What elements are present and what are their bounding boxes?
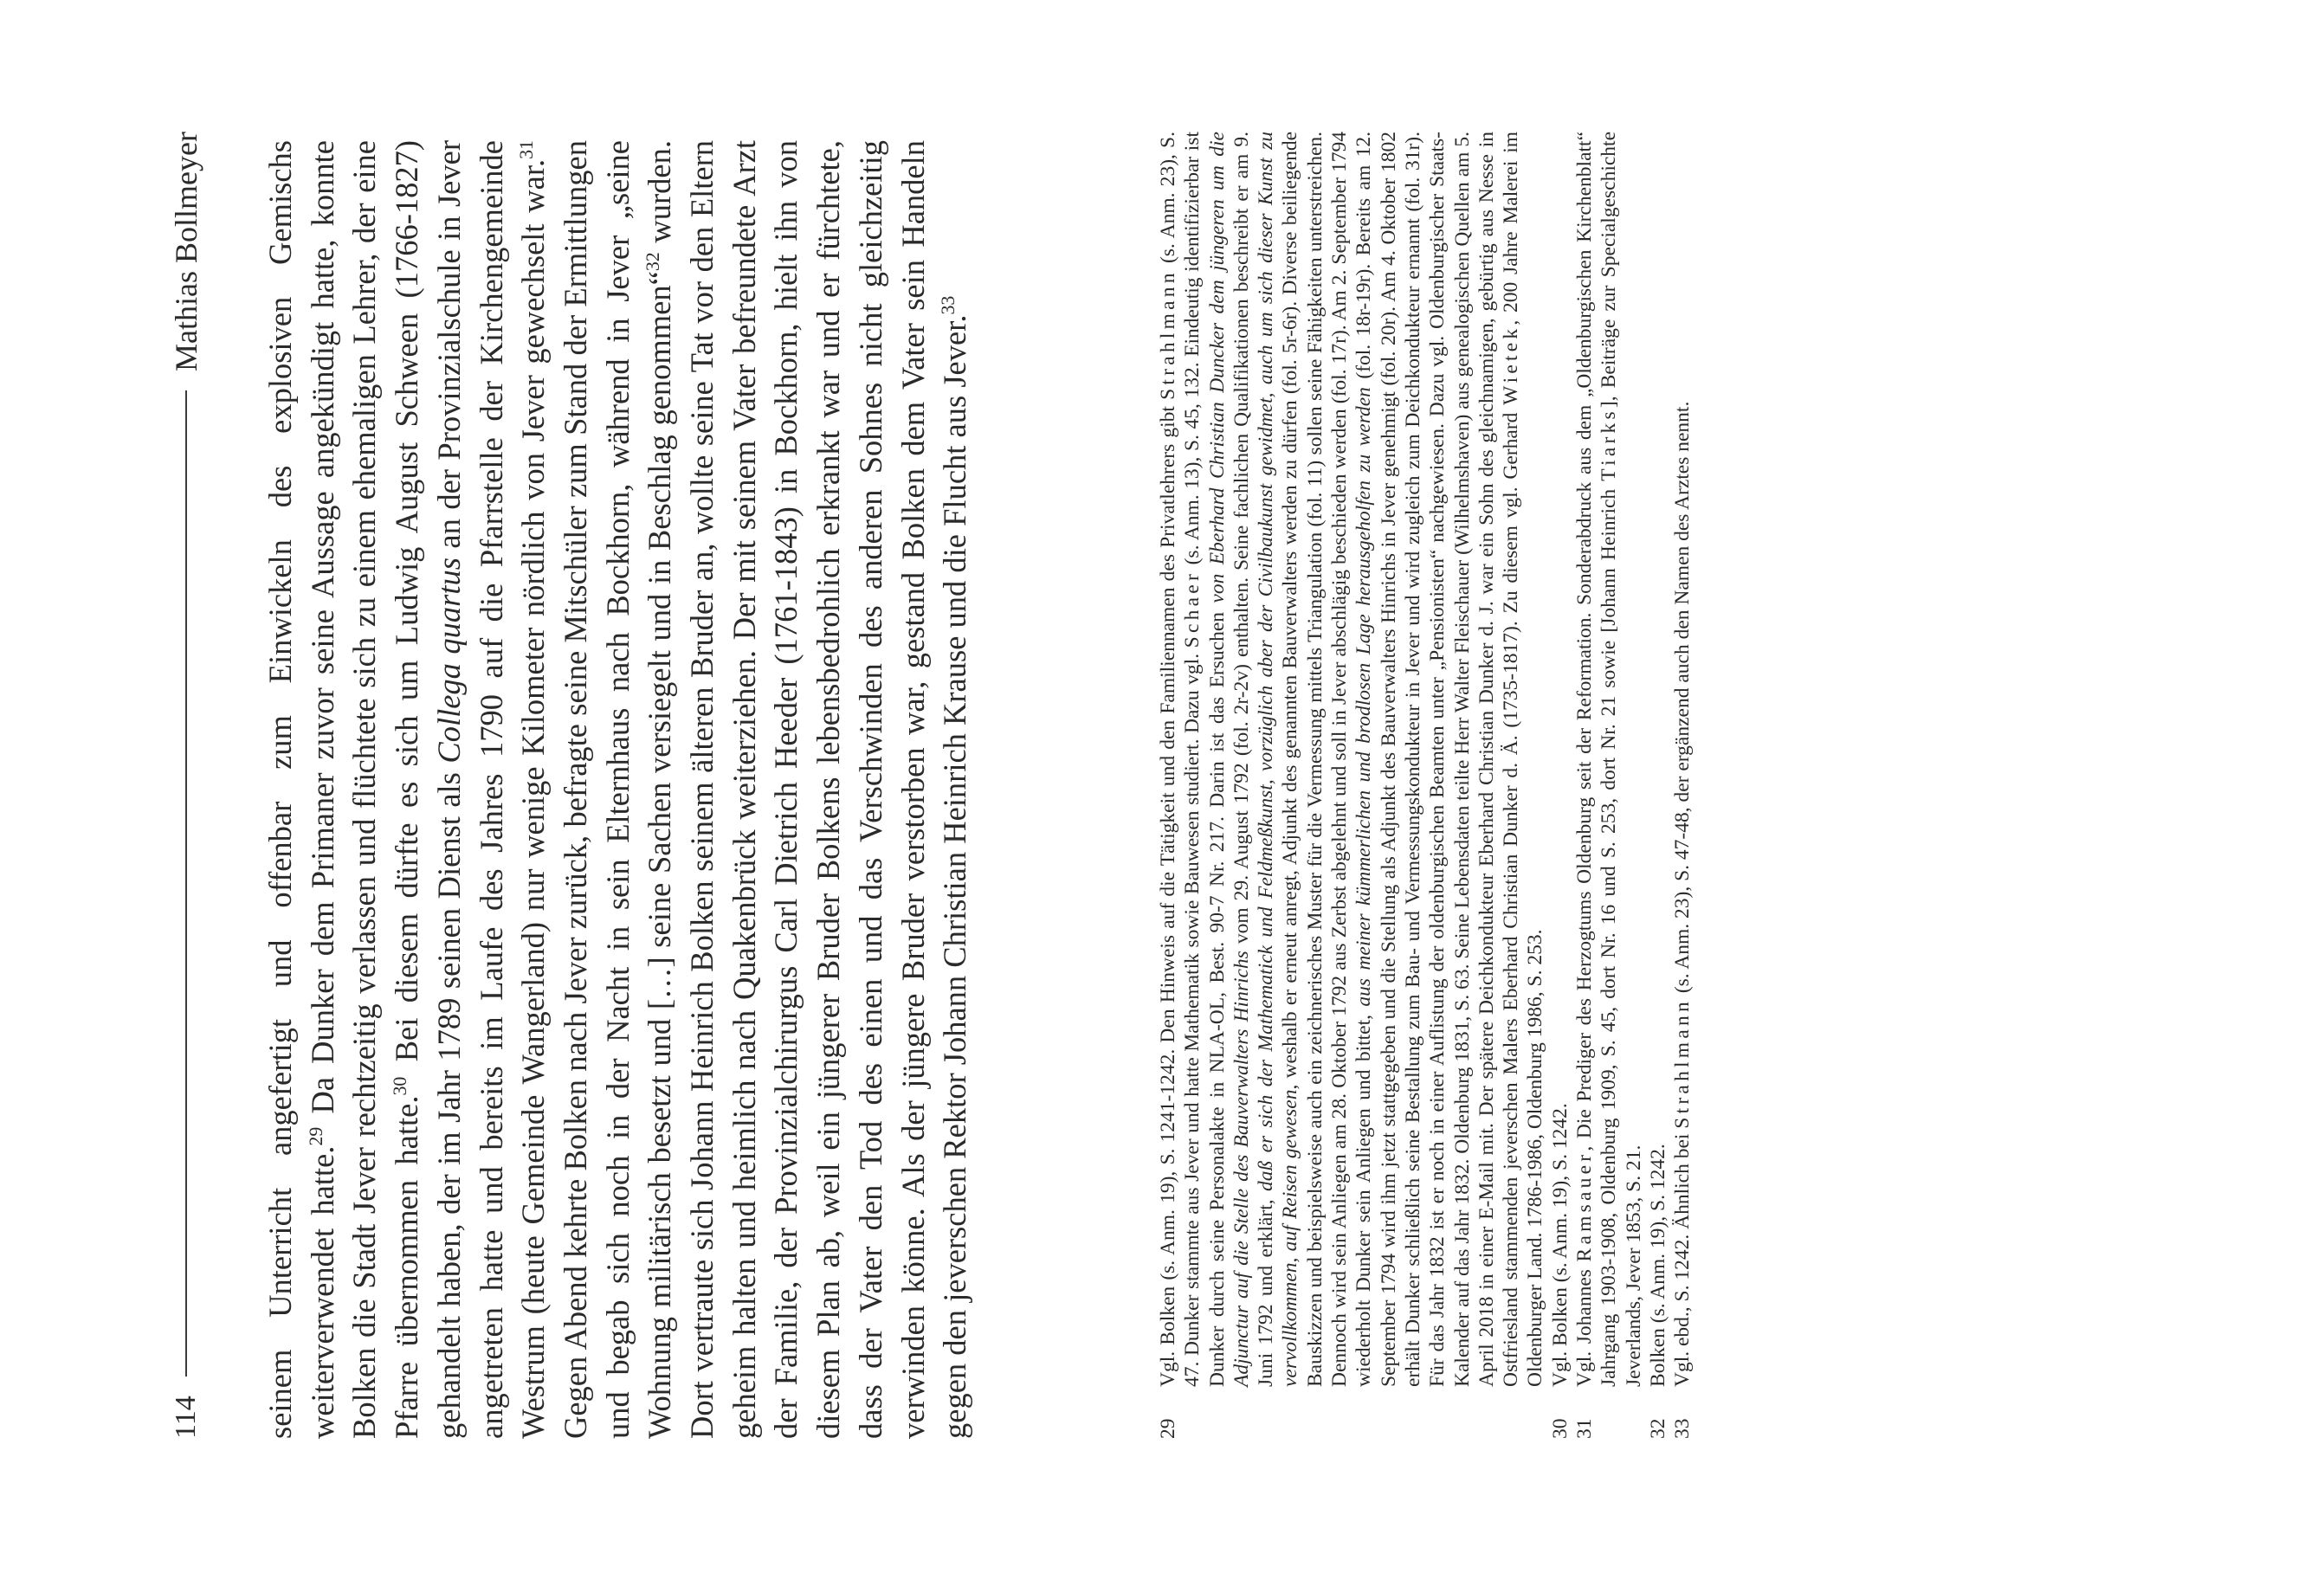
running-head-author: Mathias Bollmeyer — [169, 132, 203, 371]
latin-term: Collega quartus — [430, 558, 467, 764]
footnote-text: Bolken (s. Anm. 19), S. 1242. — [1646, 1144, 1669, 1387]
page-number: 114 — [170, 1396, 202, 1439]
footnote-31 — [1572, 132, 1646, 1439]
main-text — [260, 140, 977, 1439]
footnotes — [1156, 132, 1695, 1439]
footnote-number: 30 — [1548, 1418, 1572, 1439]
footnote-number: 32 — [1646, 1418, 1669, 1439]
footnote-ref-31: 31 — [515, 140, 538, 159]
footnote-text: Vgl. ebd., S. 1242. Ähnlich bei Strahlmann (s. Anm. 23), S. 47-48, der ergänzend auch den Namen des Arztes nennt. — [1671, 401, 1695, 1387]
footnote-text: Vgl. Johannes Ramsauer, Die Prediger des Herzogtums Oldenburg seit der Reformation. Sonderabdruck aus dem „Oldenburgischen Kirchenblatt“ Jahrgang 1903-1908, Oldenburg 1909, S. 45, dort Nr. 16 und S. 253, dort Nr. 21 sowie [Johann Heinrich Tiarks], Beiträge zur Specialgeschichte Jeverlands, Jever 1853, S. 21. — [1573, 131, 1645, 1387]
footnote-30 — [1548, 132, 1572, 1439]
footnote-ref-29: 29 — [304, 1126, 326, 1146]
footnote-32 — [1646, 132, 1670, 1439]
footnote-number: 29 — [1157, 1418, 1179, 1439]
footnote-text: Vgl. Bolken (s. Anm. 19), S. 1242. — [1548, 1103, 1572, 1387]
footnote-number: 33 — [1671, 1418, 1695, 1439]
running-header — [160, 132, 212, 1439]
footnote-number: 31 — [1573, 1418, 1597, 1439]
footnote-29 — [1156, 132, 1548, 1439]
footnote-ref-30: 30 — [388, 1076, 410, 1096]
footnote-33 — [1670, 132, 1695, 1439]
body-paragraph: seinem Unterricht angefertigt und offenbar zum Einwickeln des explosiven Gemischs weiterverwendet hatte.$^{29}$ Da Dunker dem Primaner zuvor seine Aussage angekündigt hatte, konnte Bolken die Stadt Jever rechtzeitig verlassen und flüchtete sich zu einem ehemaligen Lehrer, der eine Pfarre übernommen hatte.$^{30}$ Bei diesem dürfte es sich um Ludwig August Schween (1766-1827) gehandelt haben, der im Jahr 1789 seinen Dienst als Collega quartus an der Provinzialschule in Jever angetreten hatte und bereits im Laufe des Jahres 1790 auf die Pfarrstelle der Kirchengemeinde Westrum (heute Gemeinde Wangerland) nur wenige Kilometer nördlich von Jever gewechselt war.$^{31}$ Gegen Abend kehrte Bolken nach Jever zurück, befragte seine Mitschüler zum Stand der Ermittlungen und begab sich noch in der Nacht in sein Elternhaus nach Bockhorn, während in Jever „seine Wohnung militärisch besetzt und […] seine Sachen versiegelt und in Beschlag genommen“$^{32}$ wurden. Dort vertraute sich Johann Heinrich Bolken seinem älteren Bruder an, wollte seine Tat vor den Eltern geheim halten und heimlich nach Quakenbrück weiterziehen. Der mit seinem Vater befreundete Arzt der Familie, der Provinzialchirurgus Carl Dietrich Heeder (1761-1843) in Bockhorn, hielt ihn von diesem Plan ab, weil ein jüngerer Bruder Bolkens lebensbedrohlich erkrankt war und er fürchtete, dass der Vater den Tod des einen und das Verschwinden des anderen Sohnes nicht gleichzeitig verwinden könne. Als der jüngere Bruder verstorben war, gestand Bolken dem Vater sein Handeln gegen den jeverschen Rektor Johann Christian Heinrich Krause und die Flucht aus Jever.$^{33}$ — [262, 140, 973, 1439]
header-rule — [185, 390, 187, 1376]
footnote-text: Vgl. Bolken (s. Anm. 19), S. 1241-1242. Den Hinweis auf die Tätigkeit und den Familiennamen des Privatlehrers gibt Strahlmann (s. Anm. 23), S. 47. Dunker stammte aus Jever und hatte Mathematik sowie Bauwesen studiert. Dazu vgl. Schaer (s. Anm. 13), S. 45, 132. Eindeutig identifizierbar ist Dunker durch seine Personalakte in NLA-OL, Best. 90-7 Nr. 217. Darin ist das Ersuchen von Eberhard Christian Duncker dem jüngeren um die Adjunctur auf die Stelle des Bauverwalters Hinrichs vom 29. August 1792 (fol. 2r-2v) enthalten. Seine fachlichen Qualifikationen beschreibt er am 9. Juni 1792 und erklärt, daß er sich der Mathematick und Feldmeßkunst, vorzüglich aber der Civilbaukunst gewidmet, auch um sich dieser Kunst zu vervollkommen, auf Reisen gewesen, weshalb er erneut anregt, Adjunkt des genannten Bauverwalters werden zu dürfen (fol. 5r-6r). Diverse beiliegende Bauskizzen und beispielsweise auch ein zeichnerisches Muster für die Vermessung mittels Triangulation (fol. 11) sollen seine Fähigkeiten unterstreichen. Dennoch wird sein Anliegen am 28. Oktober 1792 aus Zerbst abgelehnt und soll in Jever abschlägig beschieden werden (fol. 17r). Am 2. September 1794 wiederholt Dunker sein Anliegen und bittet, aus meiner kümmerlichen und brodlosen Lage herausgeholfen zu werden (fol. 18r-19r). Bereits am 12. September 1794 wird ihm jetzt stattgegeben und die Stellung als Adjunkt des Bauverwalters Hinrichs in Jever genehmigt (fol. 20r). Am 4. Oktober 1802 erhält Dunker schließlich seine Bestallung zum Bau- und Vermessungskondukteur in Jever und wird zugleich zum Deichkondukteur ernannt (fol. 31r). Für das Jahr 1832 ist er noch in einer Auflistung der oldenburgischen Beamten unter „Pensionisten“ nachgewiesen. Dazu vgl. Oldenburgischer Staats-Kalender auf das Jahr 1832. Oldenburg 1831, S. 63. Seine Lebensdaten teilte Herr Walter Fleischauer (Wilhelmshaven) aus genealogischen Quellen am 5. April 2018 in einer E-Mail mit. Der spätere Deichkondukteur Eberhard Christian Dunker d. J. war ein Sohn des gleichnamigen, gebürtig aus Nesse in Ostfriesland stammenden jeverschen Malers Eberhard Christian Dunker d. Ä. (1735-1817). Zu diesem vgl. Gerhard Wietek, 200 Jahre Malerei im Oldenburger Land. 1786-1986, Oldenburg 1986, S. 253. — [1157, 131, 1547, 1387]
footnote-ref-33: 33 — [937, 295, 959, 315]
footnote-ref-32: 32 — [642, 252, 664, 272]
